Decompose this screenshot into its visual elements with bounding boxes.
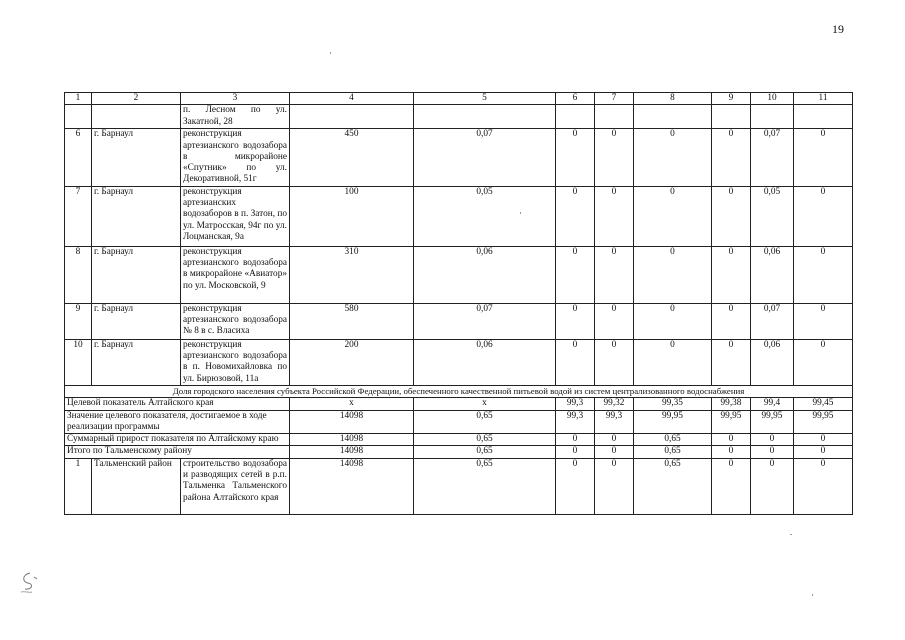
scan-speck xyxy=(812,594,813,596)
value-cell: 99,38 xyxy=(712,398,751,410)
value-cell: 0 xyxy=(634,339,712,385)
table-row xyxy=(65,458,853,514)
program-table xyxy=(64,92,853,515)
value-cell: 0 xyxy=(595,339,634,385)
value-cell: 0 xyxy=(595,446,634,458)
desc-cell: п. Лесном по ул. Закатной, 28 xyxy=(181,105,290,129)
value-cell: 0 xyxy=(794,186,853,246)
header-cell: 2 xyxy=(92,93,181,105)
value-cell: 0 xyxy=(794,303,853,339)
value-cell: 0,07 xyxy=(751,129,794,186)
value-cell: 0,06 xyxy=(414,246,556,303)
desc-cell: реконструкция артезианского водозабора в п. Новомихайловка по ул. Бирюзовой, 11а xyxy=(181,339,290,385)
header-cell: 1 xyxy=(65,93,92,105)
table-row xyxy=(65,339,853,385)
value-cell: 0 xyxy=(556,434,595,446)
value-cell: 99,95 xyxy=(794,410,853,434)
desc-cell: реконструкция артезианского водозабора в микрорайоне «Авиатор» по ул. Московской, 9 xyxy=(181,246,290,303)
value-cell: 99,3 xyxy=(556,398,595,410)
value-cell: 99,3 xyxy=(556,410,595,434)
summary-label: Целевой показатель Алтайского края xyxy=(65,398,290,410)
value-cell: 0 xyxy=(634,303,712,339)
header-cell: 6 xyxy=(556,93,595,105)
section-title: Доля городского населения субъекта Российской Федерации, обеспеченного качественной питьевой водой из систем централизованного водоснабжения xyxy=(65,385,853,397)
value-cell: 0 xyxy=(751,446,794,458)
table-row xyxy=(65,129,853,186)
table-row xyxy=(65,303,853,339)
value-cell: 0,05 xyxy=(751,186,794,246)
header-cell: 10 xyxy=(751,93,794,105)
value-cell: 0 xyxy=(794,458,853,514)
value-cell: 0 xyxy=(712,303,751,339)
value-cell: 0 xyxy=(595,434,634,446)
row-number: 9 xyxy=(65,303,92,339)
value-cell: 99,95 xyxy=(712,410,751,434)
value-cell: 0 xyxy=(556,129,595,186)
header-cell: 4 xyxy=(290,93,414,105)
value-cell: 14098 xyxy=(290,434,414,446)
value-cell: 99,4 xyxy=(751,398,794,410)
scan-speck xyxy=(520,212,521,214)
value-cell: 0,65 xyxy=(414,410,556,434)
value-cell: 0 xyxy=(794,246,853,303)
table-row xyxy=(65,186,853,246)
value-cell: 0,07 xyxy=(414,303,556,339)
value-cell: 0 xyxy=(634,246,712,303)
value-cell: 99,32 xyxy=(595,398,634,410)
value-cell: 0,06 xyxy=(751,246,794,303)
row-number: 8 xyxy=(65,246,92,303)
value-cell: 14098 xyxy=(290,458,414,514)
summary-label: Итого по Тальменскому району xyxy=(65,446,290,458)
summary-label: Значение целевого показателя, достигаемое в ходе реализации программы xyxy=(65,410,290,434)
value-cell: 0 xyxy=(794,446,853,458)
row-number: 6 xyxy=(65,129,92,186)
city-cell: Тальменский район xyxy=(92,458,181,514)
continuation-row xyxy=(65,105,853,129)
desc-cell: реконструкция артезианского водозабора в микрорайоне «Спутник» по ул. Декоративной, 51г xyxy=(181,129,290,186)
value-cell: 0 xyxy=(556,446,595,458)
header-cell: 11 xyxy=(794,93,853,105)
value-cell: 0 xyxy=(595,129,634,186)
value-cell: 0 xyxy=(556,186,595,246)
value-cell: 99,95 xyxy=(751,410,794,434)
page-number: 19 xyxy=(832,22,844,36)
value-cell: 0 xyxy=(595,186,634,246)
section-title-row xyxy=(65,385,853,397)
summary-row xyxy=(65,398,853,410)
value-cell: 0 xyxy=(794,434,853,446)
value-cell: 99,95 xyxy=(634,410,712,434)
value-cell: 0 xyxy=(751,458,794,514)
value-cell: 0,65 xyxy=(634,458,712,514)
value-cell: 14098 xyxy=(290,446,414,458)
value-cell: 310 xyxy=(290,246,414,303)
summary-row xyxy=(65,434,853,446)
value-cell: 0 xyxy=(712,129,751,186)
row-number: 7 xyxy=(65,186,92,246)
value-cell: 0,06 xyxy=(751,339,794,385)
desc-cell: реконструкция артезианского водозабора № 8 в с. Власиха xyxy=(181,303,290,339)
city-cell: г. Барнаул xyxy=(92,129,181,186)
value-cell: 0 xyxy=(712,434,751,446)
header-cell: 5 xyxy=(414,93,556,105)
header-row xyxy=(65,93,853,105)
table-row xyxy=(65,246,853,303)
city-cell: г. Барнаул xyxy=(92,186,181,246)
city-cell: г. Барнаул xyxy=(92,246,181,303)
value-cell: 99,35 xyxy=(634,398,712,410)
value-cell: 0 xyxy=(712,246,751,303)
value-cell: 0 xyxy=(556,458,595,514)
value-cell: 0,07 xyxy=(751,303,794,339)
value-cell: 99,3 xyxy=(595,410,634,434)
city-cell: г. Барнаул xyxy=(92,339,181,385)
desc-cell: строительство водозабора и разводящих сетей в р.п. Тальменка Тальменского района Алтайского края xyxy=(181,458,290,514)
value-cell: 200 xyxy=(290,339,414,385)
value-cell: 0 xyxy=(712,446,751,458)
value-cell: 0,07 xyxy=(414,129,556,186)
value-cell: 0 xyxy=(751,434,794,446)
value-cell: 0,05 xyxy=(414,186,556,246)
city-cell: г. Барнаул xyxy=(92,303,181,339)
summary-row xyxy=(65,446,853,458)
header-cell: 9 xyxy=(712,93,751,105)
value-cell: 0 xyxy=(712,186,751,246)
handwritten-mark-icon xyxy=(16,570,42,596)
value-cell: х xyxy=(414,398,556,410)
value-cell: 0 xyxy=(595,458,634,514)
summary-row xyxy=(65,410,853,434)
value-cell: 0 xyxy=(712,339,751,385)
value-cell: 450 xyxy=(290,129,414,186)
summary-label: Суммарный прирост показателя по Алтайскому краю xyxy=(65,434,290,446)
row-number: 10 xyxy=(65,339,92,385)
value-cell: 0 xyxy=(556,246,595,303)
value-cell: 0,65 xyxy=(414,446,556,458)
value-cell: 14098 xyxy=(290,410,414,434)
value-cell: 99,45 xyxy=(794,398,853,410)
value-cell: 0,06 xyxy=(414,339,556,385)
scan-speck xyxy=(790,534,792,535)
value-cell: х xyxy=(290,398,414,410)
header-cell: 8 xyxy=(634,93,712,105)
value-cell: 580 xyxy=(290,303,414,339)
value-cell: 100 xyxy=(290,186,414,246)
value-cell: 0,65 xyxy=(414,434,556,446)
value-cell: 0 xyxy=(556,339,595,385)
value-cell: 0 xyxy=(595,246,634,303)
value-cell: 0 xyxy=(712,458,751,514)
row-number: 1 xyxy=(65,458,92,514)
value-cell: 0,65 xyxy=(414,458,556,514)
header-cell: 7 xyxy=(595,93,634,105)
value-cell: 0 xyxy=(634,186,712,246)
value-cell: 0 xyxy=(794,129,853,186)
value-cell: 0 xyxy=(794,339,853,385)
desc-cell: реконструкция артезианских водозаборов в п. Затон, по ул. Матросская, 94г по ул. Лоцманская, 9а xyxy=(181,186,290,246)
value-cell: 0,65 xyxy=(634,446,712,458)
value-cell: 0 xyxy=(556,303,595,339)
value-cell: 0 xyxy=(595,303,634,339)
scan-speck xyxy=(330,52,331,54)
value-cell: 0 xyxy=(634,129,712,186)
value-cell: 0,65 xyxy=(634,434,712,446)
header-cell: 3 xyxy=(181,93,290,105)
